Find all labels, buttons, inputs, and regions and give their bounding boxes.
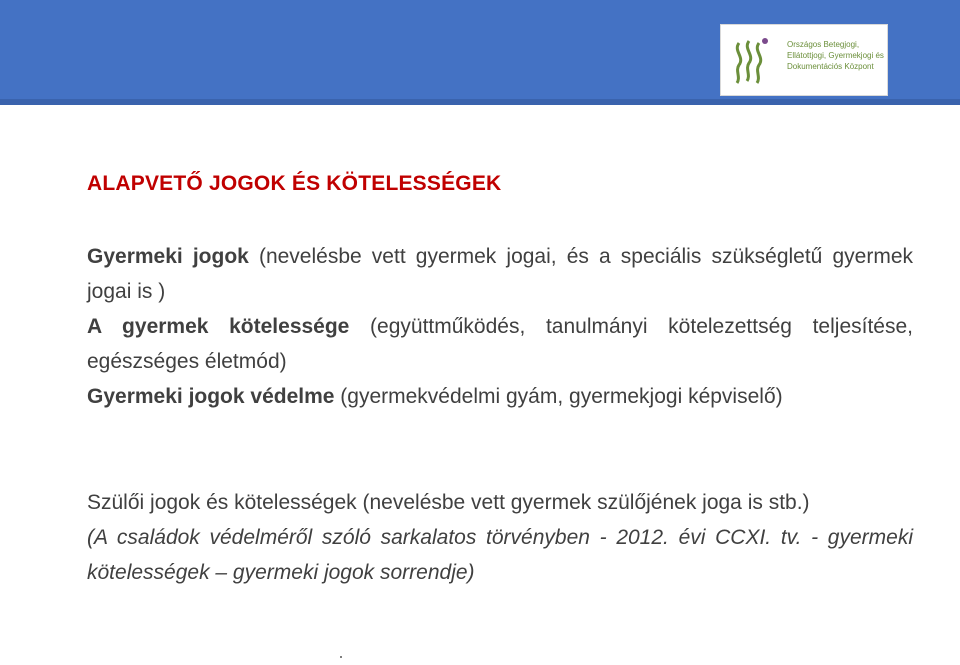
parent-rights-block: [87, 485, 913, 590]
law-reference: (A családok védelméről szóló sarkalatos törvényben - 2012. évi CCXI. tv. - gyermeki kötelességek – gyermeki jogok sorrendje): [87, 526, 913, 584]
logo-line-2: Ellátottjogi, Gyermekjogi és: [787, 51, 884, 60]
list-item: [87, 309, 913, 379]
item-text: (nevelésbe vett gyermek jogai, és a speciális szükségletű gyermek jogai is ): [87, 245, 913, 303]
rights-list: [87, 239, 913, 414]
item-heading: A gyermek kötelessége: [87, 315, 350, 338]
logo-line-3: Dokumentációs Központ: [787, 62, 874, 71]
logo-text: [787, 39, 885, 72]
item-heading: Gyermeki jogok: [87, 245, 249, 268]
logo: [720, 24, 888, 96]
parent-rights-text: Szülői jogok és kötelességek (nevelésbe vett gyermek szülőjének joga is stb.): [87, 491, 810, 514]
item-text: (gyermekvédelmi gyám, gyermekjogi képviselő): [334, 385, 783, 408]
item-heading: Gyermeki jogok védelme: [87, 385, 335, 408]
list-item: [87, 239, 913, 309]
footer-dot: [340, 656, 342, 658]
obdk-logo-mark-icon: [731, 33, 783, 89]
slide-title: ALAPVETŐ JOGOK ÉS KÖTELESSÉGEK: [87, 172, 502, 195]
header-banner: [0, 0, 960, 105]
logo-line-1: Országos Betegjogi,: [787, 40, 860, 49]
list-item: [87, 379, 913, 414]
item-text: (együttműködés, tanulmányi kötelezettség teljesítése, egészséges életmód): [87, 315, 913, 373]
